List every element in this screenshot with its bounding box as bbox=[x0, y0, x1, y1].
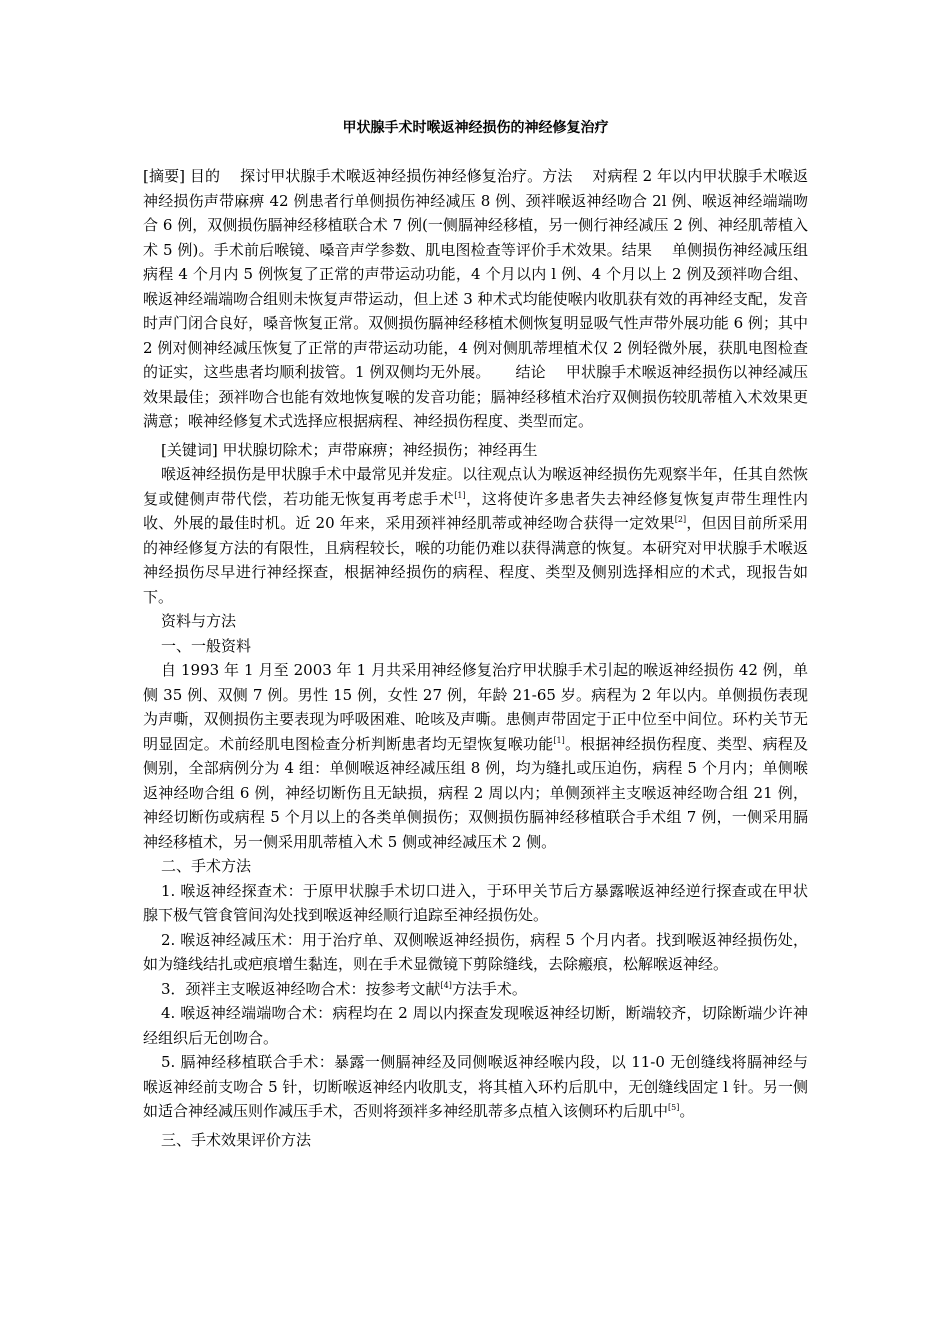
abstract: [摘要] 目的 探讨甲状腺手术喉返神经损伤神经修复治疗。方法 对病程 2 年以内甲状腺手术喉返神经损伤声带麻痹 42 例患者行单侧损伤神经减压 8 例、颈袢喉返神经吻合 2l 例、喉返神经端端吻合 6 例，双侧损伤膈神经移植联合术 7 例(一侧膈神经移植，另一侧行神经减压 2 例、神经肌蒂植入术 5 例)。手术前后喉镜、嗓音声学参数、肌电图检查等评价手术效果。结果 单侧损伤神经减压组病程 4 个月内 5 例恢复了正常的声带运动功能，4 个月以内 l 例、4 个月以上 2 例及颈袢吻合组、喉返神经端端吻合组则未恢复声带运动，但上述 3 种术式均能使喉内收肌获有效的再神经支配，发音时声门闭合良好，嗓音恢复正常。双侧损伤膈神经移植术侧恢复明显吸气性声带外展功能 6 例；其中 2 例对侧神经减压恢复了正常的声带运动功能，4 例对侧肌蒂埋植术仅 2 例轻微外展，获肌电图检查的证实，这些患者均顺利拔管。1 例双侧均无外展。 结论 甲状腺手术喉返神经损伤以神经减压效果最佳；颈袢吻合也能有效地恢复喉的发音功能；膈神经移植术治疗双侧损伤较肌蒂植入术效果更满意；喉神经修复术式选择应根据病程、神经损伤程度、类型而定。 bbox=[143, 167, 808, 430]
method-text: 3．颈袢主支喉返神经吻合术：按参考文献 bbox=[161, 979, 441, 998]
method-item: 2. 喉返神经减压术：用于治疗单、双侧喉返神经损伤，病程 5 个月内者。找到喉返神经损伤处，如为缝线结扎或疤痕增生黏连，则在手术显微镜下剪除缝线，去除瘢痕，松解喉返神经。 bbox=[143, 930, 808, 973]
general-text: 。根据神经损伤程度、类型、病程及侧别，全部病例分为 4 组：单侧喉返神经减压组 8 例，均为缝扎或压迫伤，病程 5 个月内；单侧喉返神经吻合组 6 例，神经切断伤且无缺损，病程 2 周以内；单侧颈袢主支喉返神经吻合组 21 例，神经切断伤或病程 5 个月以上的各类单侧损伤；双侧损伤膈神经移植联合手术组 7 例，一侧采用膈神经移植术，另一侧采用肌蒂植入术 5 侧或神经减压术 2 侧。 bbox=[143, 734, 808, 851]
general-data-paragraph bbox=[143, 658, 808, 854]
method-item: 4. 喉返神经端端吻合术：病程均在 2 周以内探查发现喉返神经切断，断端较齐，切除断端少许神经组织后无创吻合。 bbox=[143, 1004, 808, 1047]
intro-text: ，但因目前所采用的神经修复方法的有限性，且病程较长，喉的功能仍难以获得满意的恢复。本研究对甲状腺手术喉返神经损伤尽早进行神经探查，根据神经损伤的病程、程度、类型及侧别选择相应的术式，现报告如下。 bbox=[143, 514, 808, 606]
citation: [5] bbox=[668, 1103, 680, 1112]
general-text: 自 1993 年 1 月至 2003 年 1 月共采用神经修复治疗甲状腺手术引起的喉返神经损伤 42 例，单侧 35 例、双侧 7 例。男性 15 例，女性 27 例，年龄 21-65 岁。病程为 2 年以内。单侧损伤表现为声嘶，双侧损伤主要表现为呼吸困难、呛咳及声嘶。患侧声带固定于正中位至中间位。环杓关节无明显固定。术前经肌电图检查分析判断患者均无望恢复喉功能 bbox=[143, 661, 808, 753]
section-heading: 资料与方法 bbox=[161, 612, 237, 630]
method-item bbox=[143, 977, 808, 1002]
keywords: [关键词] 甲状腺切除术；声带麻痹；神经损伤；神经再生 bbox=[161, 440, 538, 459]
citation: [1] bbox=[454, 490, 466, 500]
intro-text: ，这将使许多患者失去神经修复恢复声带生理性内收、外展的最佳时机。近 20 年来，采用颈袢神经肌蒂或神经吻合获得一定效果 bbox=[143, 489, 808, 532]
document-page bbox=[143, 118, 808, 1152]
citation: [4] bbox=[440, 980, 452, 990]
subsection-heading: 三、手术效果评价方法 bbox=[161, 1130, 312, 1149]
method-item bbox=[143, 1050, 808, 1124]
citation: [1] bbox=[553, 735, 565, 745]
intro-text: 喉返神经损伤是甲状腺手术中最常见并发症。以往观点认为喉返神经损伤先观察半年，任其自然恢复或健侧声带代偿，若功能无恢复再考虑手术 bbox=[143, 465, 808, 508]
paper-title: 甲状腺手术时喉返神经损伤的神经修复治疗 bbox=[342, 120, 609, 136]
intro-paragraph bbox=[143, 462, 808, 609]
method-item: 1. 喉返神经探查术：于原甲状腺手术切口进入，于环甲关节后方暴露喉返神经逆行探查或在甲状腺下极气管食管间沟处找到喉返神经顺行追踪至神经损伤处。 bbox=[143, 881, 808, 924]
method-text: 。 bbox=[679, 1102, 695, 1120]
method-text: 方法手术。 bbox=[451, 979, 527, 998]
method-text: 5. 膈神经移植联合手术：暴露一侧膈神经及同侧喉返神经喉内段，以 11-0 无创缝线将膈神经与喉返神经前支吻合 5 针，切断喉返神经内收肌支，将其植入环杓后肌中，无创缝线固定 l 针。另一侧如适合神经减压则作减压手术，否则将颈袢多神经肌蒂多点植入该侧环杓后肌中 bbox=[143, 1053, 808, 1120]
subsection-heading: 二、手术方法 bbox=[161, 857, 252, 875]
subsection-heading: 一、一般资料 bbox=[161, 636, 252, 655]
citation: [2] bbox=[674, 515, 687, 524]
